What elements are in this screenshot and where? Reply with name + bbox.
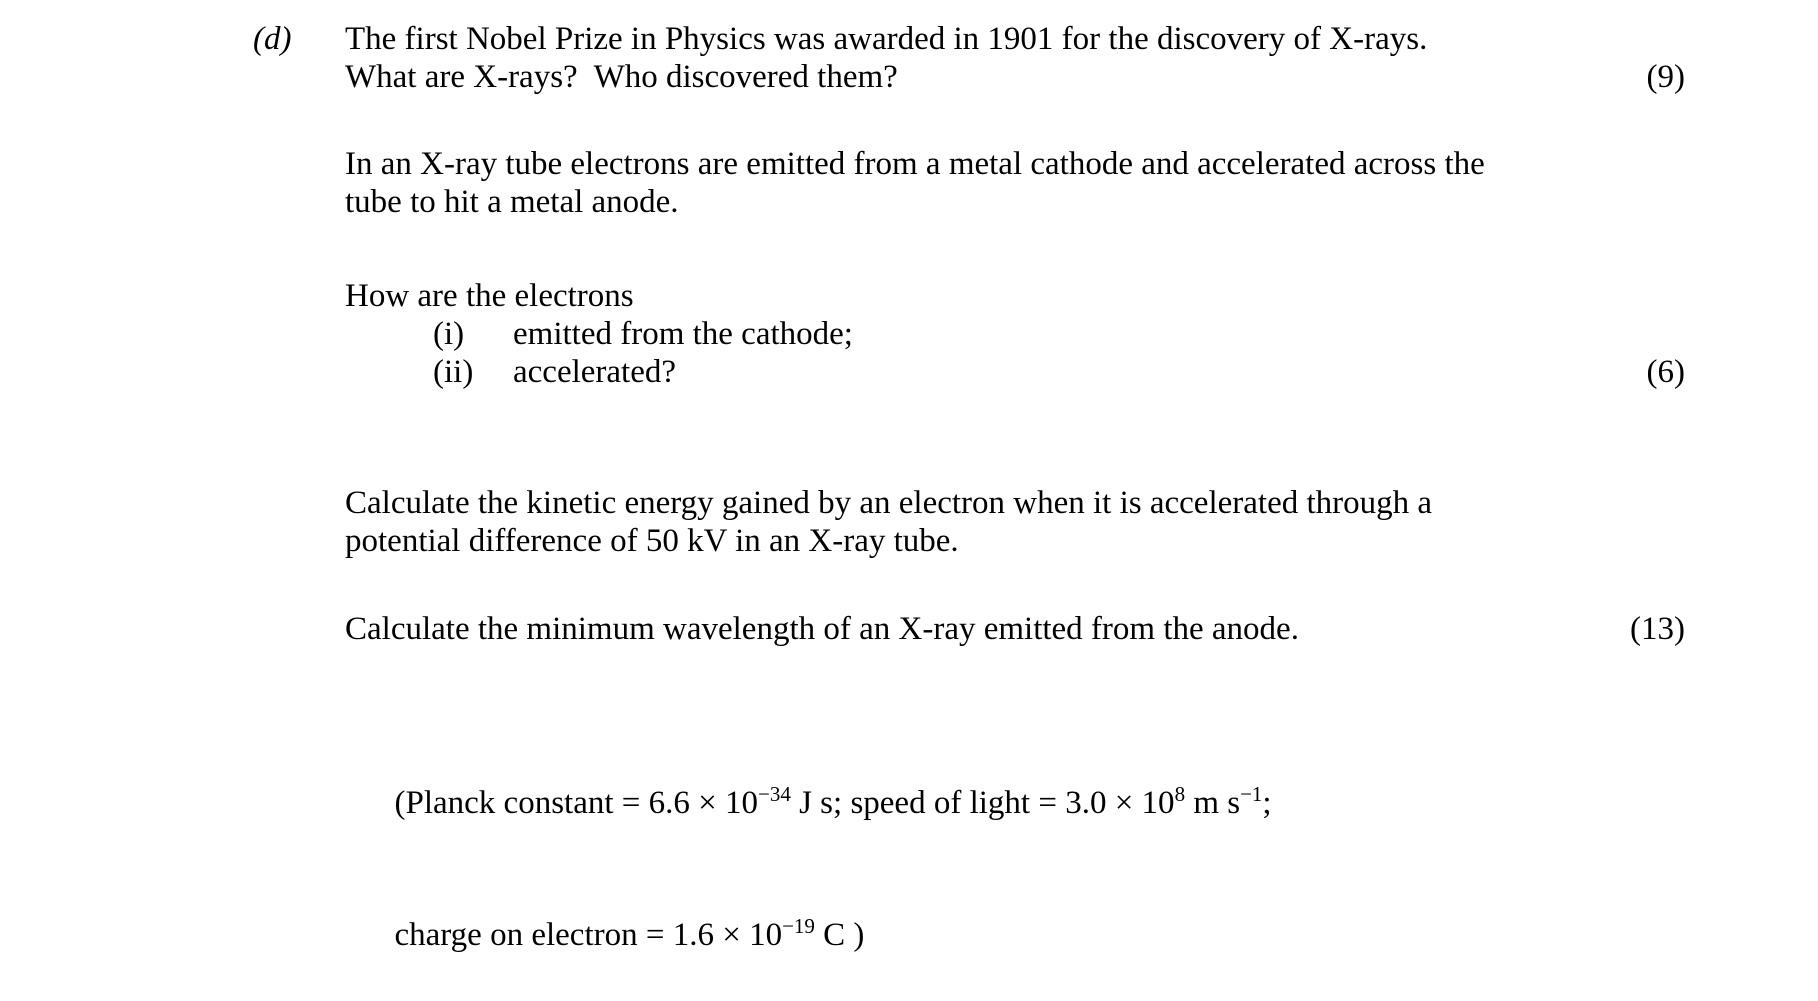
paragraph-how-electrons [345,277,1685,391]
nobel-intro-line-1: The first Nobel Prize in Physics was awarded in 1901 for the discovery of X-rays. [345,21,1428,57]
list-item-number: (i) [433,316,465,352]
superscript-exponent: −34 [758,782,791,807]
paragraph-constants [345,737,1685,1001]
min-wavelength-text: Calculate the minimum wavelength of an X-ray emitted from the anode. [345,611,1299,647]
constants-line-2 [345,869,1685,1001]
paragraph-kinetic-energy [345,484,1685,560]
constants-text: ; [1262,785,1272,821]
kinetic-energy-line-2: potential difference of 50 kV in an X-ray tube. [345,523,959,559]
paragraph-xray-tube [345,145,1685,221]
superscript-exponent: −19 [782,914,815,939]
list-item-text: accelerated? [513,354,677,390]
question-part-label: (d) [253,21,292,57]
how-electrons-intro: How are the electrons [345,278,634,314]
constants-line-1 [345,737,1685,869]
constants-text: m s [1185,785,1241,821]
list-item-number: (ii) [433,354,474,390]
constants-text: C ) [814,917,865,953]
superscript-exponent: −1 [1240,782,1263,807]
marks-value-9: (9) [1646,59,1685,95]
constants-text: (Planck constant = 6.6 × 10 [394,785,758,821]
list-item-i [433,315,1685,353]
marks-value-13: (13) [1630,611,1685,647]
marks-value-6: (6) [1646,354,1685,390]
list-item-ii [433,353,1685,391]
nobel-intro-line-2: What are X-rays? Who discovered them? [345,59,898,95]
kinetic-energy-line-1: Calculate the kinetic energy gained by an electron when it is accelerated through a [345,485,1433,521]
paragraph-min-wavelength [345,610,1685,648]
constants-text: charge on electron = 1.6 × 10 [394,917,783,953]
xray-tube-line-1: In an X-ray tube electrons are emitted from a metal cathode and accelerated across the [345,146,1485,182]
superscript-exponent: 8 [1174,782,1186,807]
xray-tube-line-2: tube to hit a metal anode. [345,184,679,220]
paragraph-nobel-intro [345,20,1685,96]
list-item-text: emitted from the cathode; [513,316,853,352]
constants-text: J s; speed of light = 3.0 × 10 [790,785,1175,821]
